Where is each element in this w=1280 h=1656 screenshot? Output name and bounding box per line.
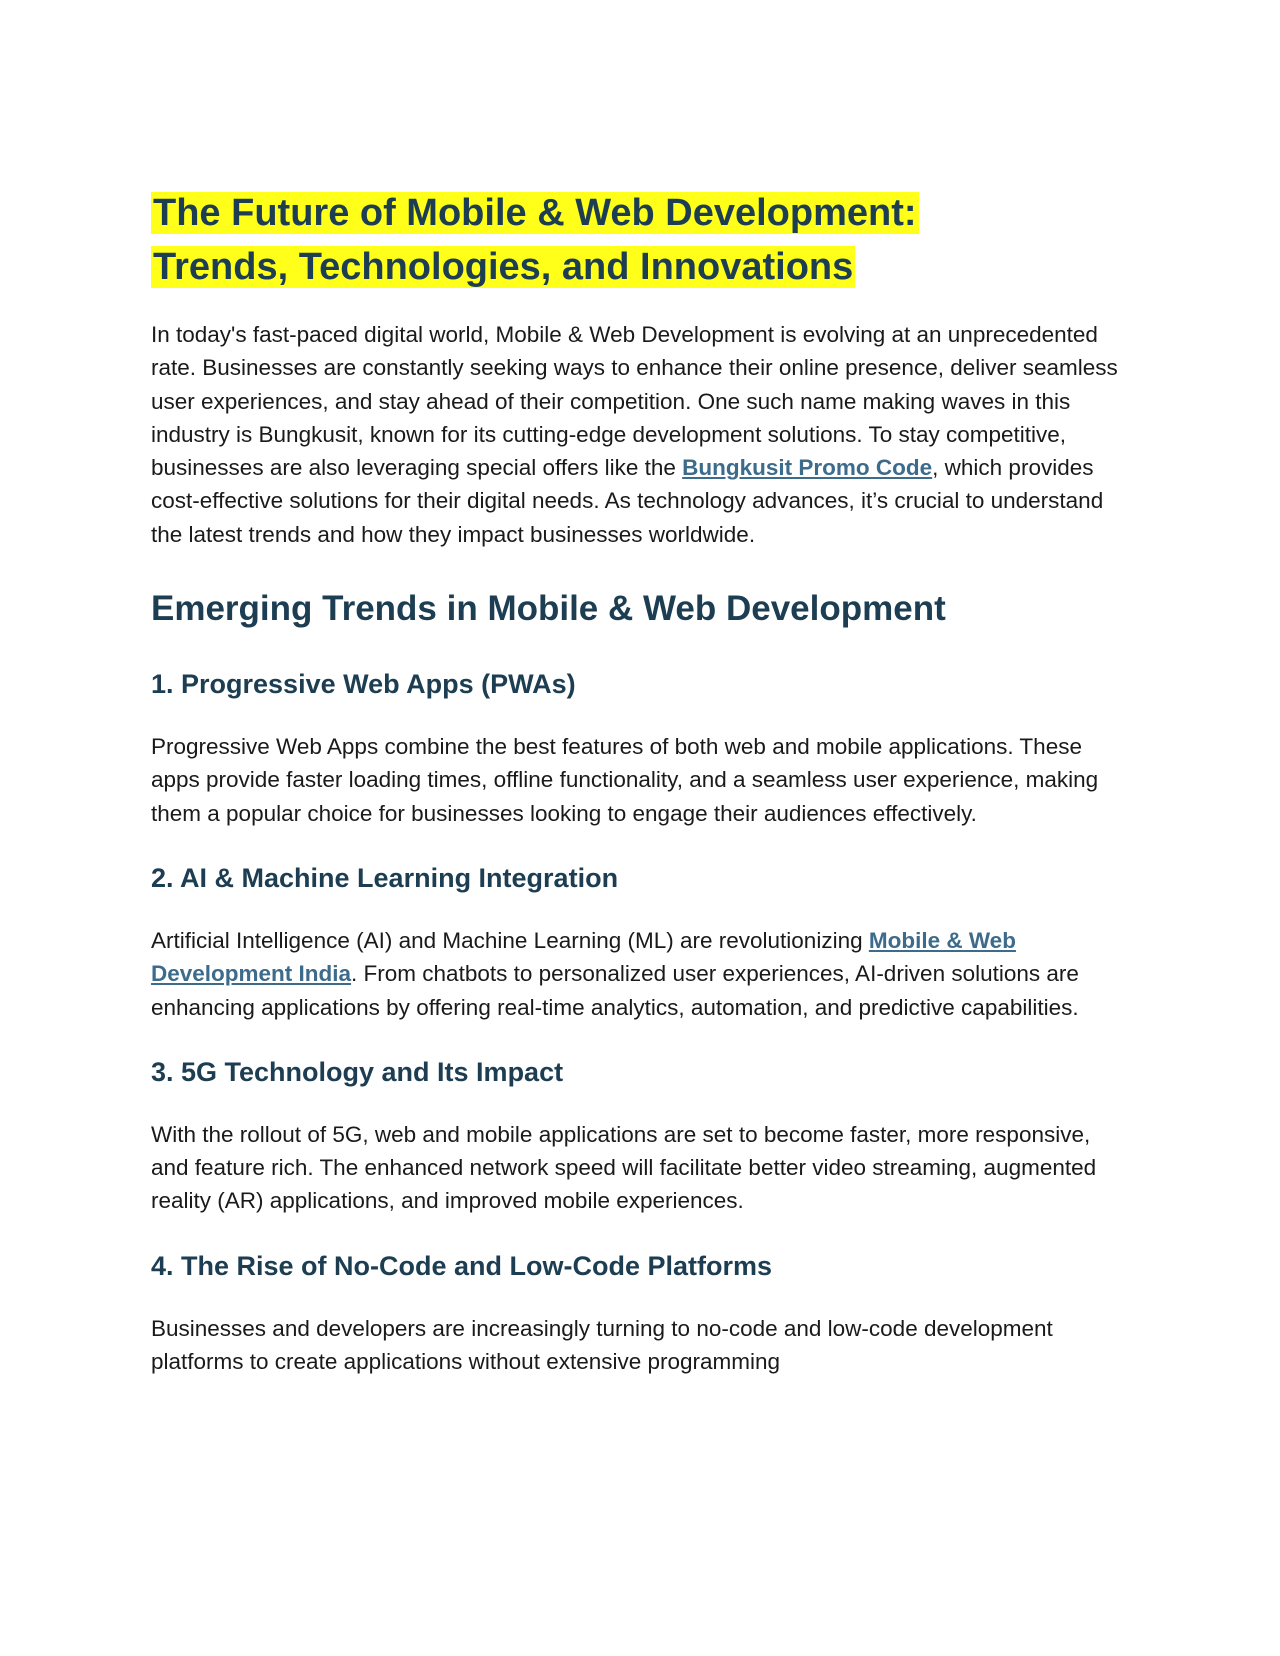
trend-4-heading: 4. The Rise of No-Code and Low-Code Platforms bbox=[151, 1250, 773, 1281]
intro-text-1: In today's fast-paced digital world, Mobile & Web Development is evolving at an unprecedented rate. Businesses are constantly seeking ways to enhance their online presence, deliver seamless user experiences, and stay ahead of their competition. One such name making waves in this industry is Bungkusit, known for its cutting-edge development solutions. To stay competitive, businesses are also leveraging special offers like the bbox=[151, 322, 1118, 481]
trend-1-body: Progressive Web Apps combine the best features of both web and mobile applications. These apps provide faster loading times, offline functionality, and a seamless user experience, making them a popular choice for businesses looking to engage their audiences effectively. bbox=[151, 734, 1099, 826]
trend-1-heading: 1. Progressive Web Apps (PWAs) bbox=[151, 669, 576, 700]
title-line-2: Trends, Technologies, and Innovations bbox=[153, 246, 854, 288]
intro-paragraph bbox=[151, 318, 1131, 551]
trend-4-body: Businesses and developers are increasingly turning to no-code and low-code development platforms to create applications without extensive programming bbox=[151, 1315, 1053, 1375]
bungkusit-promo-code-link[interactable]: Bungkusit Promo Code bbox=[682, 455, 933, 481]
intro-text-2: , which provides cost-effective solutions for their digital needs. As technology advances, it’s crucial to understand the latest trends and how they impact businesses worldwide. bbox=[151, 455, 1104, 547]
document-title bbox=[151, 186, 1131, 294]
trend-2-text-2: . From chatbots to personalized user experiences, AI-driven solutions are enhancing applications by offering real-time analytics, automation, and predictive capabilities. bbox=[151, 961, 1079, 1020]
title-line-1: The Future of Mobile & Web Development: bbox=[153, 192, 917, 234]
trend-2-text-1: Artificial Intelligence (AI) and Machine Learning (ML) are revolutionizing bbox=[151, 927, 869, 953]
trend-2-body bbox=[151, 924, 1131, 1024]
section-heading: Emerging Trends in Mobile & Web Development bbox=[151, 589, 946, 629]
trend-3-body: With the rollout of 5G, web and mobile applications are set to become faster, more responsive, and feature rich. The enhanced network speed will facilitate better video streaming, augmented reality (AR) applications, and improved mobile experiences. bbox=[151, 1121, 1097, 1214]
mobile-web-development-india-link[interactable]: Mobile & Web Development India bbox=[151, 927, 1016, 987]
document-page bbox=[151, 186, 1131, 1378]
trend-2-heading: 2. AI & Machine Learning Integration bbox=[151, 862, 619, 893]
trend-3-heading: 3. 5G Technology and Its Impact bbox=[151, 1056, 564, 1087]
